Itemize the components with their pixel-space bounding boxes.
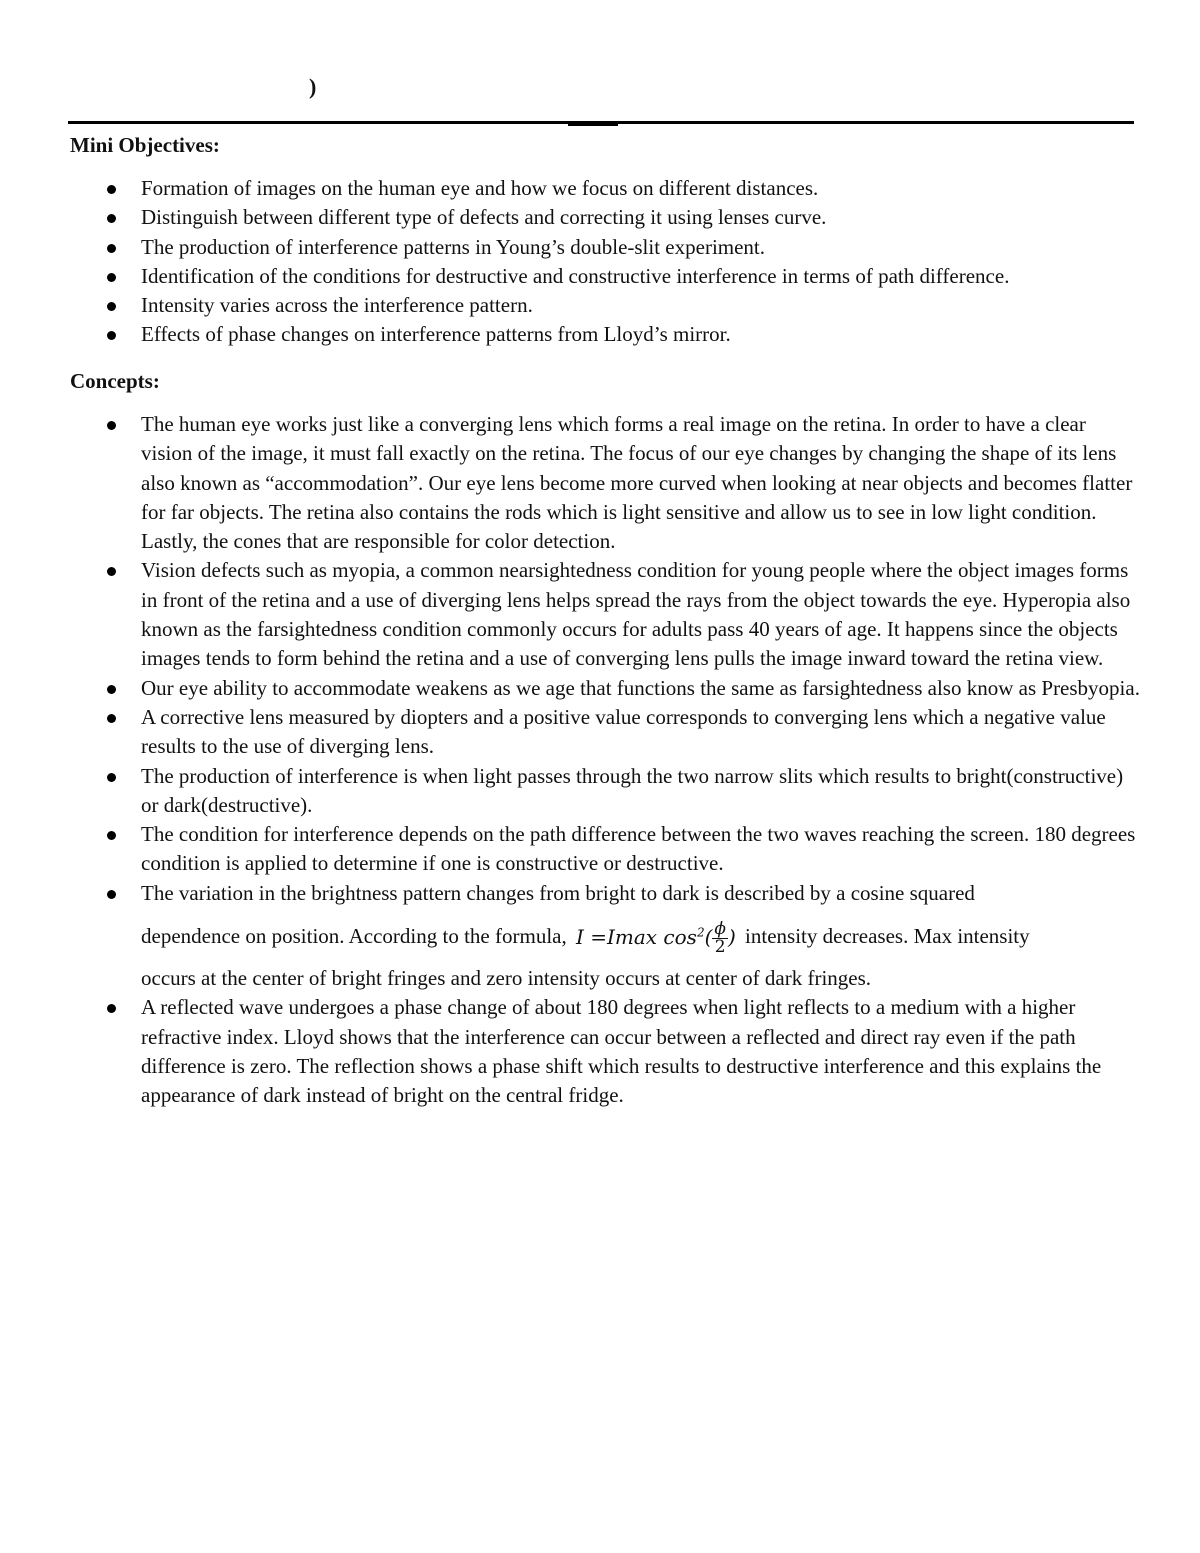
bullet-icon bbox=[107, 685, 116, 694]
concept-item bbox=[0, 762, 1200, 821]
concept-item bbox=[0, 703, 1200, 762]
objectives-heading: Mini Objectives: bbox=[70, 133, 220, 157]
objective-item bbox=[0, 203, 1200, 232]
intensity-line-3: occurs at the center of bright fringes and zero intensity occurs at center of dark fringes. bbox=[141, 966, 872, 991]
concepts-heading: Concepts: bbox=[70, 369, 160, 393]
objective-text: Distinguish between different type of defects and correcting it using lenses curve. bbox=[141, 205, 827, 230]
objective-item bbox=[0, 233, 1200, 262]
concept-item-intensity bbox=[0, 879, 1200, 994]
bullet-icon bbox=[107, 302, 116, 311]
header-rule-notch bbox=[568, 122, 618, 126]
concept-text: The human eye works just like a converging lens which forms a real image on the retina. In order to have a clear vision of the image, it must fall exactly on the retina. The focus of our eye changes by changing the shape of its lens also known as “accommodation”. Our eye lens become more curved when looking at near objects and becomes flatter for far objects. The retina also contains the rods which is light sensitive and allow us to see in low light condition. Lastly, the cones that are responsible for color detection. bbox=[141, 412, 1133, 554]
objective-text: Identification of the conditions for destructive and constructive interference in terms of path difference. bbox=[141, 263, 1010, 288]
concept-text: Our eye ability to accommodate weakens as we age that functions the same as farsightedness also know as Presbyopia. bbox=[141, 675, 1140, 700]
concept-text: A reflected wave undergoes a phase change of about 180 degrees when light reflects to a medium with a higher refractive index. Lloyd shows that the interference can occur between a reflected and direct ray even if the path difference is zero. The reflection shows a phase shift which results to destructive interference and this explains the appearance of dark instead of bright on the central fridge. bbox=[141, 995, 1102, 1108]
formula-exponent: 2 bbox=[696, 925, 705, 940]
objective-item bbox=[0, 291, 1200, 320]
bullet-icon bbox=[107, 421, 116, 430]
concept-text: The production of interference is when light passes through the two narrow slits which results to bright(constructive) or dark(destructive). bbox=[141, 763, 1124, 817]
objective-text: Effects of phase changes on interference patterns from Lloyd’s mirror. bbox=[141, 322, 731, 347]
concept-item bbox=[0, 674, 1200, 703]
bullet-icon bbox=[107, 185, 116, 194]
objective-text: The production of interference patterns in Young’s double-slit experiment. bbox=[141, 234, 766, 259]
concept-item bbox=[0, 410, 1200, 556]
objective-text: Formation of images on the human eye and how we focus on different distances. bbox=[141, 176, 819, 200]
bullet-icon bbox=[107, 1004, 116, 1013]
bullet-icon bbox=[107, 244, 116, 253]
objective-item bbox=[0, 174, 1200, 203]
formula-close-paren: ) bbox=[727, 924, 736, 949]
formula-open-paren: ( bbox=[704, 924, 713, 949]
concept-text: The condition for interference depends on the path difference between the two waves reaching the screen. 180 degrees condition is applied to determine if one is constructive or destructive. bbox=[141, 822, 1136, 876]
bullet-icon bbox=[107, 567, 116, 576]
bullet-icon bbox=[107, 773, 116, 782]
bullet-icon bbox=[107, 214, 116, 223]
concept-item bbox=[0, 820, 1200, 879]
concept-item bbox=[0, 556, 1200, 673]
intensity-formula bbox=[575, 918, 736, 957]
intensity-line-2 bbox=[141, 918, 1030, 957]
formula-lhs: I =Imax cos bbox=[575, 924, 697, 949]
bullet-icon bbox=[107, 273, 116, 282]
intensity-line-2-after: intensity decreases. Max intensity bbox=[745, 924, 1030, 949]
objective-text: Intensity varies across the interference pattern. bbox=[141, 293, 533, 318]
objective-item bbox=[0, 262, 1200, 291]
intensity-line-2-before: dependence on position. According to the formula, bbox=[141, 924, 567, 949]
bullet-icon bbox=[107, 331, 116, 340]
bullet-icon bbox=[107, 714, 116, 723]
intensity-line-1: The variation in the brightness pattern changes from bright to dark is described by a cosine squared bbox=[141, 880, 975, 905]
concept-text: A corrective lens measured by diopters and a positive value corresponds to converging lens which a negative value results to the use of diverging lens. bbox=[141, 704, 1106, 759]
objectives-list bbox=[0, 174, 1200, 350]
bullet-icon bbox=[107, 890, 116, 899]
formula-denominator: 2 bbox=[714, 936, 726, 957]
bullet-icon bbox=[107, 831, 116, 840]
formula-numerator: ϕ bbox=[714, 918, 726, 939]
concept-text: Vision defects such as myopia, a common nearsightedness condition for young people where the object images forms in front of the retina and a use of diverging lens helps spread the rays from the object towards the eye. Hyperopia also known as the farsightedness condition commonly occurs for adults pass 40 years of age. It happens since the objects images tends to form behind the retina and a use of converging lens pulls the image inward toward the retina view. bbox=[141, 558, 1131, 671]
header-paren: ) bbox=[309, 74, 317, 99]
objective-item bbox=[0, 320, 1200, 349]
concept-item bbox=[0, 993, 1200, 1110]
concepts-list bbox=[0, 410, 1200, 1111]
formula-fraction bbox=[712, 918, 728, 957]
